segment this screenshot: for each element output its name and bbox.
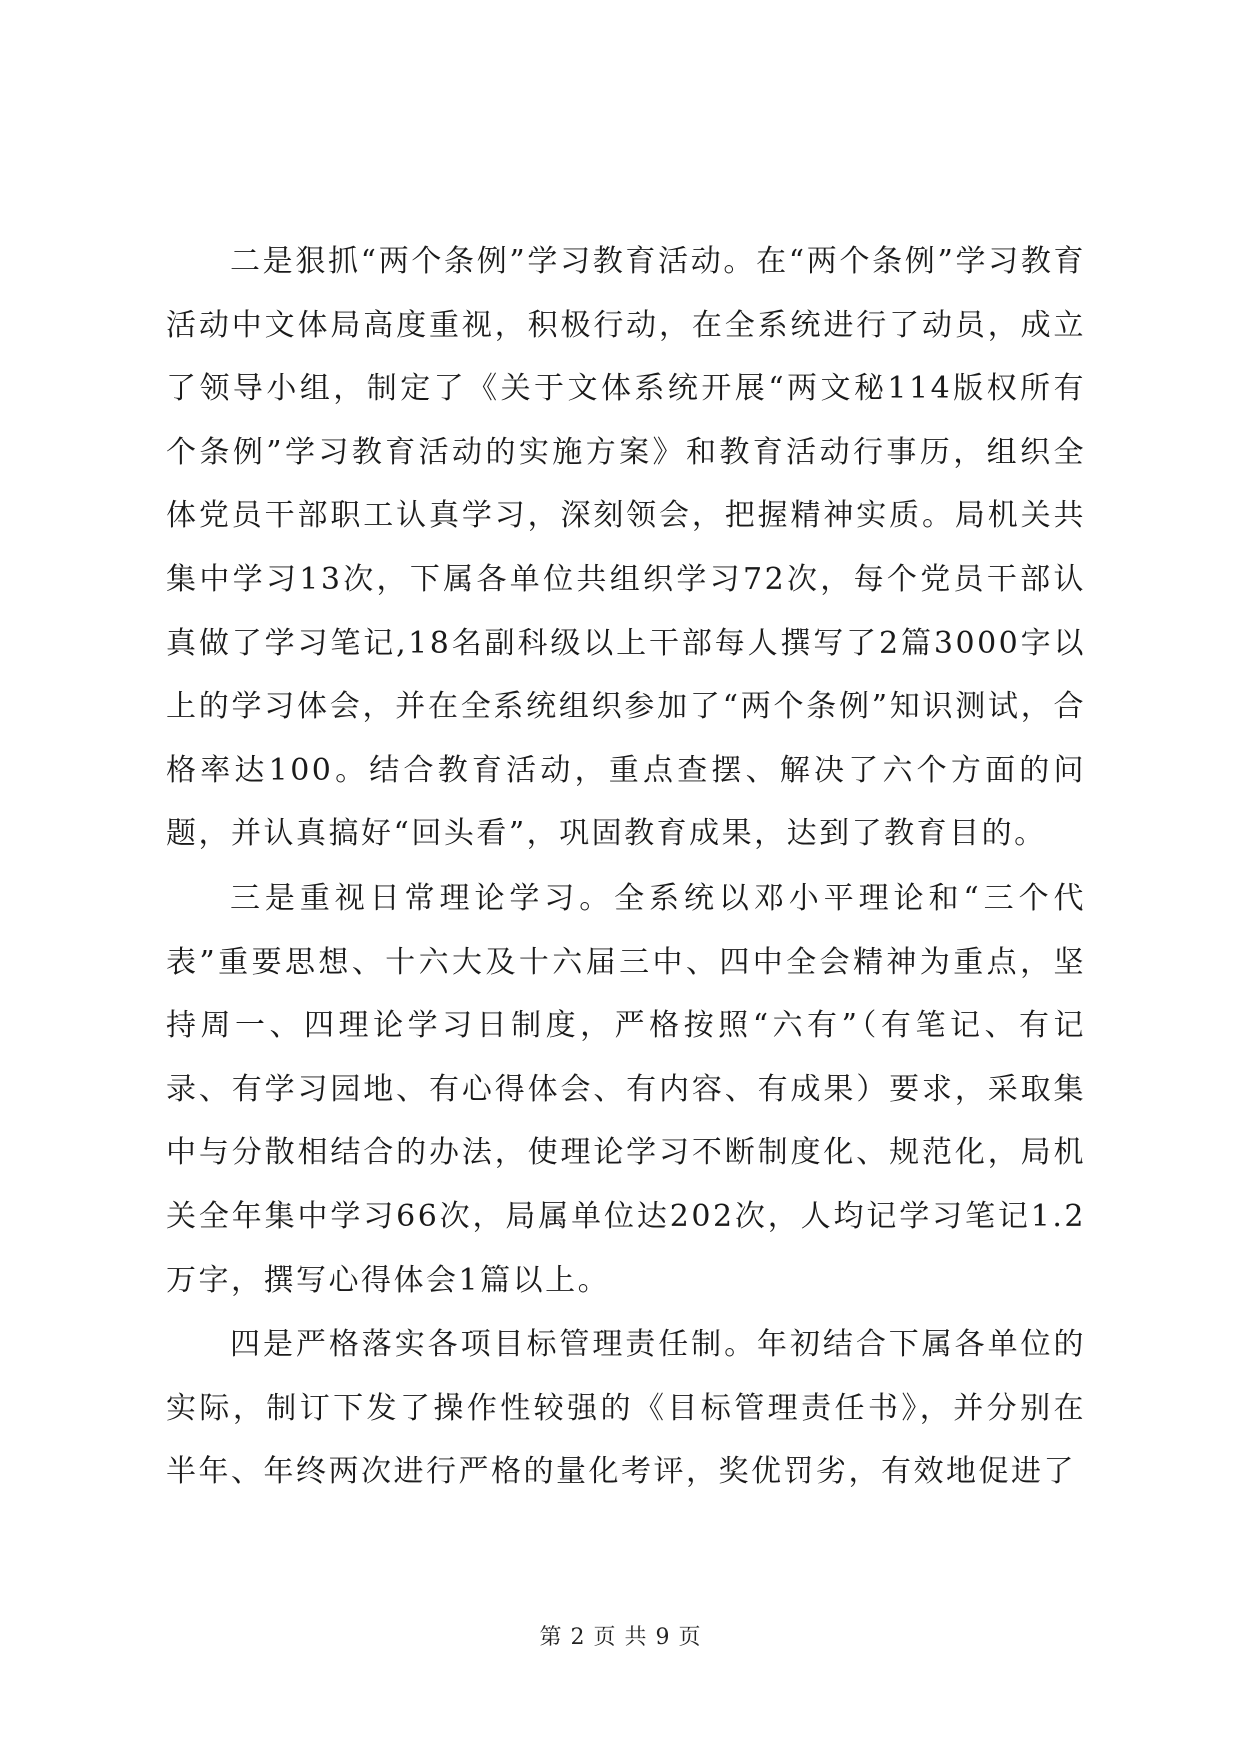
page-number-footer: 第 2 页 共 9 页: [539, 1625, 702, 1650]
paragraph-target-management: 四是严格落实各项目标管理责任制。年初结合下属各单位的实际，制订下发了操作性较强的《目标管理责任书》，并分别在半年、年终两次进行严格的量化考评，奖优罚劣，有效地促进了: [166, 1327, 1086, 1490]
paragraph-two-regulations: 二是狠抓“两个条例”学习教育活动。在“两个条例”学习教育活动中文体局高度重视，积极行动，在全系统进行了动员，成立了领导小组，制定了《关于文体系统开展“两文秘114版权所有个条例”学习教育活动的实施方案》和教育活动行事历，组织全体党员干部职工认真学习，深刻领会，把握精神实质。局机关共集中学习13次，下属各单位共组织学习72次，每个党员干部认真做了学习笔记,18名副科级以上干部每人撰写了2篇3000字以上的学习体会，并在全系统组织参加了“两个条例”知识测试，合格率达100。结合教育活动，重点查摆、解决了六个方面的问题，并认真搞好“回头看”，巩固教育成果，达到了教育目的。: [166, 244, 1086, 852]
body-text: [166, 230, 1086, 1505]
paragraph-theory-study: 三是重视日常理论学习。全系统以邓小平理论和“三个代表”重要思想、十六大及十六届三中、四中全会精神为重点，坚持周一、四理论学习日制度，严格按照“六有”（有笔记、有记录、有学习园地、有心得体会、有内容、有成果）要求，采取集中与分散相结合的办法，使理论学习不断制度化、规范化，局机关全年集中学习66次，局属单位达202次，人均记学习笔记1.2万字，撰写心得体会1篇以上。: [166, 880, 1086, 1298]
